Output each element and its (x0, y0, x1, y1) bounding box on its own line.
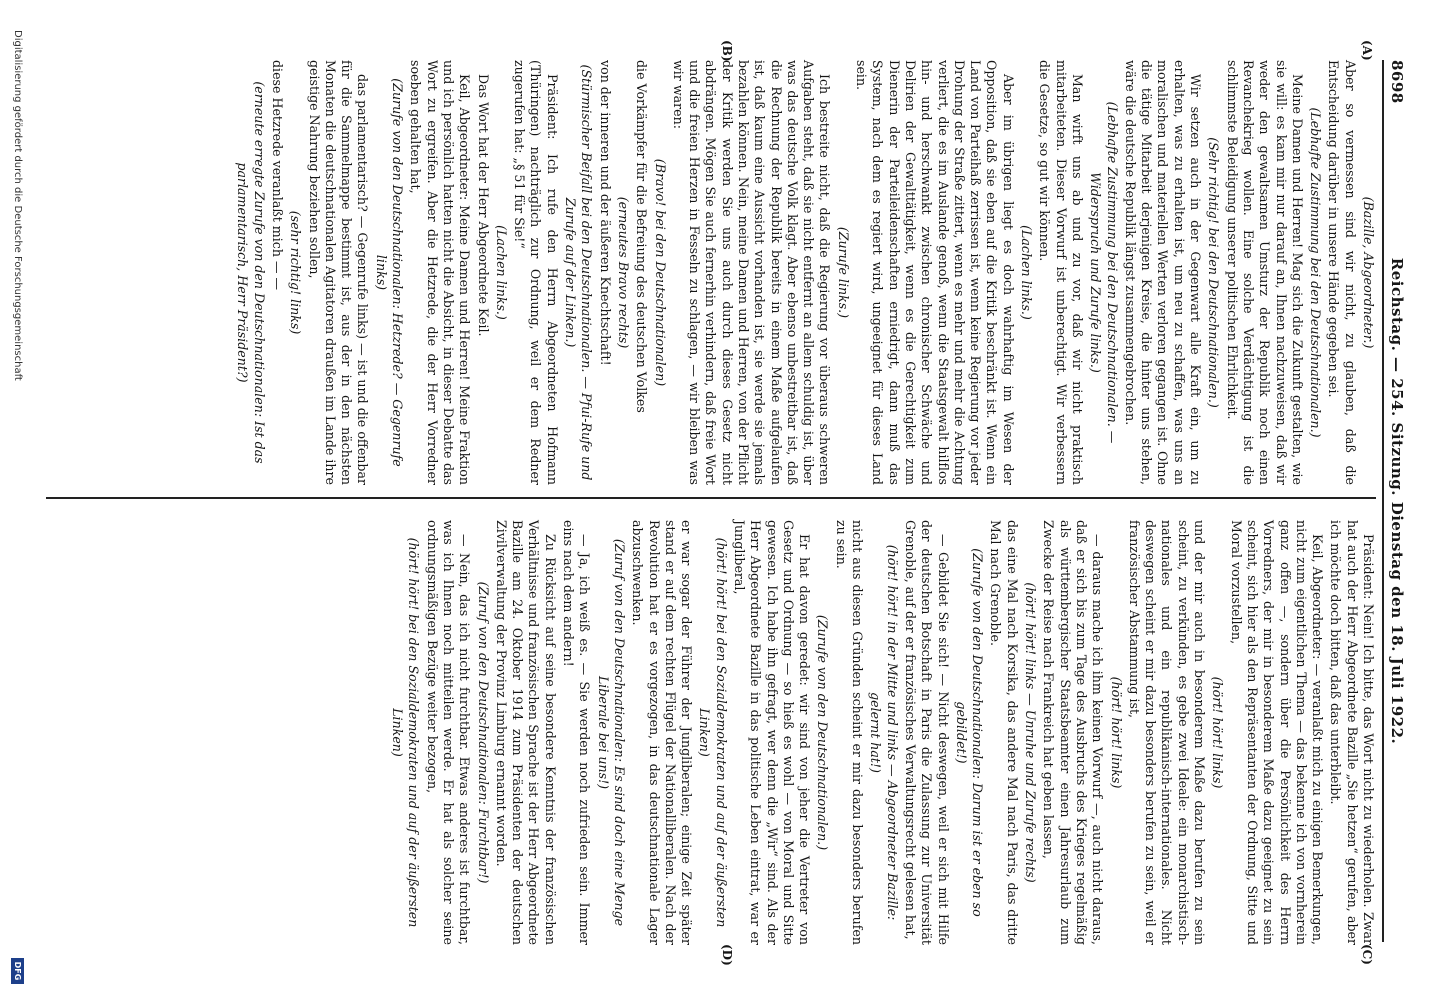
left-column-paragraph: Ich bestreite nicht, daß die Regierung vor überaus schweren Aufgaben steht, daß sie nicht entfernt an allem schuldig ist, über was das deutsche Volk klagt. Aber ebenso unbestreitbar ist, daß die Rechnung der Republik bereits in einem Maße aufgelaufen ist, daß kaum eine Aussicht vorhanden ist, sie werde sie jemals bezahlen können. Nein, meine Damen und Herren, von der Pflicht der Kritik werden Sie uns auch durch dieses Gesetz nicht abdrängen. Mögen Sie auch fernerhin verhindern, daß freie Wort und die freien Herzen in Fesseln zu schlagen, — wir bleiben was wir waren: (670, 60, 833, 485)
right-column-paragraph: Präsident: Nein! Ich bitte, das Wort nicht zu wiederholen. Zwar hat auch der Herr Abgeordnete Bazille „Sie hetzen“ gerufen, aber ich möchte doch bitten, daß das unterbleibt. (1328, 520, 1376, 945)
right-column-paragraph: — Nein, das ich nicht furchtbar. Etwas anderes ist furchtbar, was ich Ihnen noch mitteilen werde. Er hat als solcher seine ordnungsmäßigen Bezüge weiter bezogen, (424, 520, 473, 945)
funding-note: Digitalisierung gefördert durch die Deutsche Forschungsgemeinschaft (12, 30, 23, 381)
left-column-paragraph: (erneute erregte Zurufe von den Deutschnationalen: Ist das parlamentarisch, Herr Präsident?) (235, 81, 267, 464)
right-column-paragraph: das eine Mal nach Korsika, das andere Mal nach Paris, das dritte Mal nach Grenoble. (988, 520, 1020, 945)
left-column-paragraph: (Bravo! bei den Deutschnationalen) (652, 158, 668, 387)
right-column-paragraph: er war sogar der Führer der Jungliberalen; einige Zeit später stand er auf dem rechten Flügel der Nationalliberalen. Nach der Revolution hat er es vorgezogen, in das deutschnationale Lager abzuschwenken. (630, 520, 695, 945)
right-column-paragraph: (Zuruf von den Deutschnationalen: Furchtbar!) (475, 581, 491, 884)
right-column-paragraph: (hört! hört! bei den Sozialdemokraten und auf der äußersten Linken) (697, 537, 729, 928)
page-title: Reichstag. — 254. Sitzung. Dienstag den 18. Juli 1922. (1388, 257, 1406, 745)
right-column-paragraph: — daraus mache ich ihm keinen Vorwurf —, auch nicht daraus, daß er sich bis zum Tage des Ausbruchs des Krieges regelmäßig als württembergischer Staatsbeamter einen Jahresurlaub zum Zwecke der Reise nach Frankreich hat geben lassen, (1041, 520, 1106, 945)
left-column-paragraph: (Lachen links.) (1019, 225, 1035, 320)
left-column-paragraph: (Bazille, Abgeordneter.) (1361, 196, 1376, 349)
right-column-paragraph: (hört! hört! bei den Sozialdemokraten und auf der äußersten Linken) (390, 537, 422, 928)
right-column-paragraph: Keil, Abgeordneter: — veranlaßt mich zu einigen Bemerkungen, nicht zum eigentlichen Thema — das bekenne ich von vornherein ganz offen —, sondern über die Persönlichkeit des Herrn Vorredners, der mir in besonderem Maße dazu geeignet zu sein scheint, sich hier als den Repräsentanten der Ordnung, Sitte und Moral vorzustellen, (1228, 520, 1326, 945)
right-column-paragraph: Zu Rücksicht auf seine besondere Kenntnis der französischen Verhältnisse und französischen Sprache ist der Herr Abgeordnete Bazille am 24. Oktober 1914 zum Präsidenten der deutschen Zivilverwaltung der Provinz Limburg ernannt worden. (493, 520, 558, 945)
right-column-paragraph: nicht aus diesen Gründen scheint er mir dazu besonders berufen zu sein. (833, 520, 866, 945)
left-column-paragraph: (Zurufe links.) (835, 226, 851, 319)
right-column-paragraph: (hört! hört! links) (1210, 676, 1226, 789)
left-column-paragraph: (erneutes Bravo rechts) (615, 196, 631, 349)
left-column-paragraph: Wir setzen auch in der Gegenwart alle Kraft ein, um zu erhalten, was zu erhalten ist, um neu zu schaffen, was uns an moralischen und materiellen Werten verloren gegangen ist. Ohne die tätige Mitarbeit derjenigen Kreise, die hinter uns stehen, wäre die deutsche Republik längst zusammengebrochen. (1122, 60, 1204, 485)
left-column-paragraph: die Vorkämpfer für die Befreiung des deutschen Volkes (634, 60, 650, 413)
left-column-paragraph: (Lebhafte Zustimmung bei den Deutschnationalen. — Widerspruch und Zurufe links.) (1088, 101, 1120, 444)
left-column-paragraph: Aber so vermessen sind wir nicht, zu glauben, daß die Entscheidung darüber in unsere Hände gegeben sei. (1326, 60, 1358, 485)
digitization-footer (7, 0, 27, 1000)
left-column-paragraph: (Sehr richtig! bei den Deutschnationalen.) (1206, 137, 1222, 408)
left-column-paragraph: Das Wort hat der Herr Abgeordnete Keil. (475, 74, 491, 337)
left-column-paragraph: (Stürmischer Beifall bei den Deutschnationalen. — Pfui-Rufe und Zurufe auf der Linken.) (563, 64, 595, 481)
right-column-paragraph: (Zurufe von den Deutschnationalen: Darum ist er eben so gebildet!) (953, 548, 986, 917)
left-column-paragraph: Man wirft uns ab und zu vor, daß wir nicht praktisch mitarbeiteten. Dieser Vorwurf ist unberechtigt. Wir verbessern die Gesetze, so gut wir können. (1037, 60, 1085, 485)
right-column-paragraph: (hört! hört! links) (1108, 676, 1124, 789)
right-column-paragraph: Er hat davon geredet: wir sind von jeher die Vertreter von Gesetz und Ordnung — so hieß es wohl — von Moral und Sitte gewesen. Ich habe ihn gefragt, wer denn die „Wir“ sind. Als der Herr Abgeordnete Bazille in das politische Leben eintrat, war er Jungliberal, (732, 520, 813, 945)
left-column-paragraph: von der inneren und der äußeren Knechtschaft! (597, 60, 613, 366)
dfg-logo: DFG (11, 958, 24, 984)
right-column-paragraph: (Zuruf von den Deutschnationalen: Es sind doch eine Menge Liberale bei uns!) (595, 538, 627, 927)
left-column-paragraph: (Lebhafte Zustimmung bei den Deutschnationalen.) (1308, 107, 1324, 438)
left-column-paragraph: das parlamentarisch? — Gegenrufe links) — ist und die offenbar für die Sammelmappe bestimmt ist, aus der in den nächsten Monaten die deutschnationalen Agitatoren draußen im Lande ihre geistige Nahrung beziehen sollen, (306, 60, 371, 485)
left-column-paragraph: Präsident: Ich rufe den Herrn Abgeordneten Hofmann (Thüringen) nachträglich zur Ordnung, weil er dem Redner zugerufen hat: „§ 51 für Sie!“ (512, 60, 560, 485)
left-column (232, 60, 1376, 485)
margin-marker-b: (B) (720, 40, 734, 62)
left-column-paragraph: diese Hetzrede veranlaßt mich — — (270, 60, 285, 291)
left-column-paragraph: Aber im übrigen liegt es doch wahrhaftig im Wesen der Opposition, daß sie eben auf die Kritik beschränkt ist. Wenn ein Land von Parteihaß zerrissen ist, wenn keine Regierung vor jeder Drohung der Straße zittert, wenn es mehr und mehr die Achtung verliert, die es im Auslande genoß, wenn die Staatsgewalt hilflos hin- und herschwankt zwischen chronischer Schwäche und Delirien der Gewalttätigkeit, wenn es die Gerechtigkeit zum Dienerin der Parteileidenschaften erniedrigt, dann muß das System, nach dem es regiert wird, ungeeignet für dieses Land sein. (854, 60, 1016, 485)
margin-marker-a: (A) (1360, 40, 1374, 61)
column-divider (46, 497, 1376, 499)
margin-marker-c: (C) (1360, 944, 1374, 965)
page-number: 8698 (1388, 60, 1406, 104)
left-column-paragraph: (Lachen links.) (493, 225, 509, 320)
left-column-paragraph: Keil, Abgeordneter: Meine Damen und Herren! Meine Fraktion und ich persönlich hatten nicht die Absicht, in dieser Debatte das Wort zu ergreifen. Aber die Hetzrede, die der Herr Vorredner soeben gehalten hat, (408, 60, 473, 485)
left-column-paragraph: (Zurufe von den Deutschnationalen: Hetzrede? — Gegenrufe links) (373, 78, 406, 467)
right-column-paragraph: — Gebildet Sie sich! — Nicht deswegen, weil er sich mit Hilfe der deutschen Botschaft in Paris die Zulassung zur Universität Grenoble, auf der er französisches Verwaltungsrecht gelesen hat, (902, 520, 951, 945)
right-column-paragraph: (hört! hört! links — Unruhe und Zurufe rechts) (1023, 582, 1039, 883)
right-column-paragraph: und der mir auch in besonderem Maße dazu berufen zu sein scheint, zu verkünden, es gebe zwei Ideale: ein monarchistisch-nationales und ein republikanisch-internationales. Nicht deswegen scheint er mir dazu besonders berufen zu sein, weil er französischer Abstammung ist, (1126, 520, 1208, 945)
right-column (387, 520, 1376, 945)
left-column-paragraph: Meine Damen und Herren! Mag sich die Zukunft gestalten, wie sie will: es kam mir nur darauf an, Ihnen nachzuweisen, daß wir weder den gewaltsamen Umsturz der Republik noch einen Revanchekrieg wollen. Eine solche Verdächtigung ist die schlimmste Beleidigung unserer politischen Ehrlichkeit. (1224, 60, 1305, 485)
left-column-paragraph: (sehr richtig! links) (288, 210, 304, 335)
right-column-paragraph: — Ja, ich weiß es. — Sie werden noch zufrieden sein. Immer eins nach dem andern! (561, 520, 593, 945)
margin-marker-d: (D) (720, 944, 734, 966)
page-header (1382, 60, 1406, 942)
right-column-paragraph: (hört! hört! in der Mitte und links — Abgeordneter Bazille: gelernt hat!) (868, 544, 900, 921)
right-column-paragraph: (Zurufe von den Deutschnationalen.) (815, 614, 831, 851)
